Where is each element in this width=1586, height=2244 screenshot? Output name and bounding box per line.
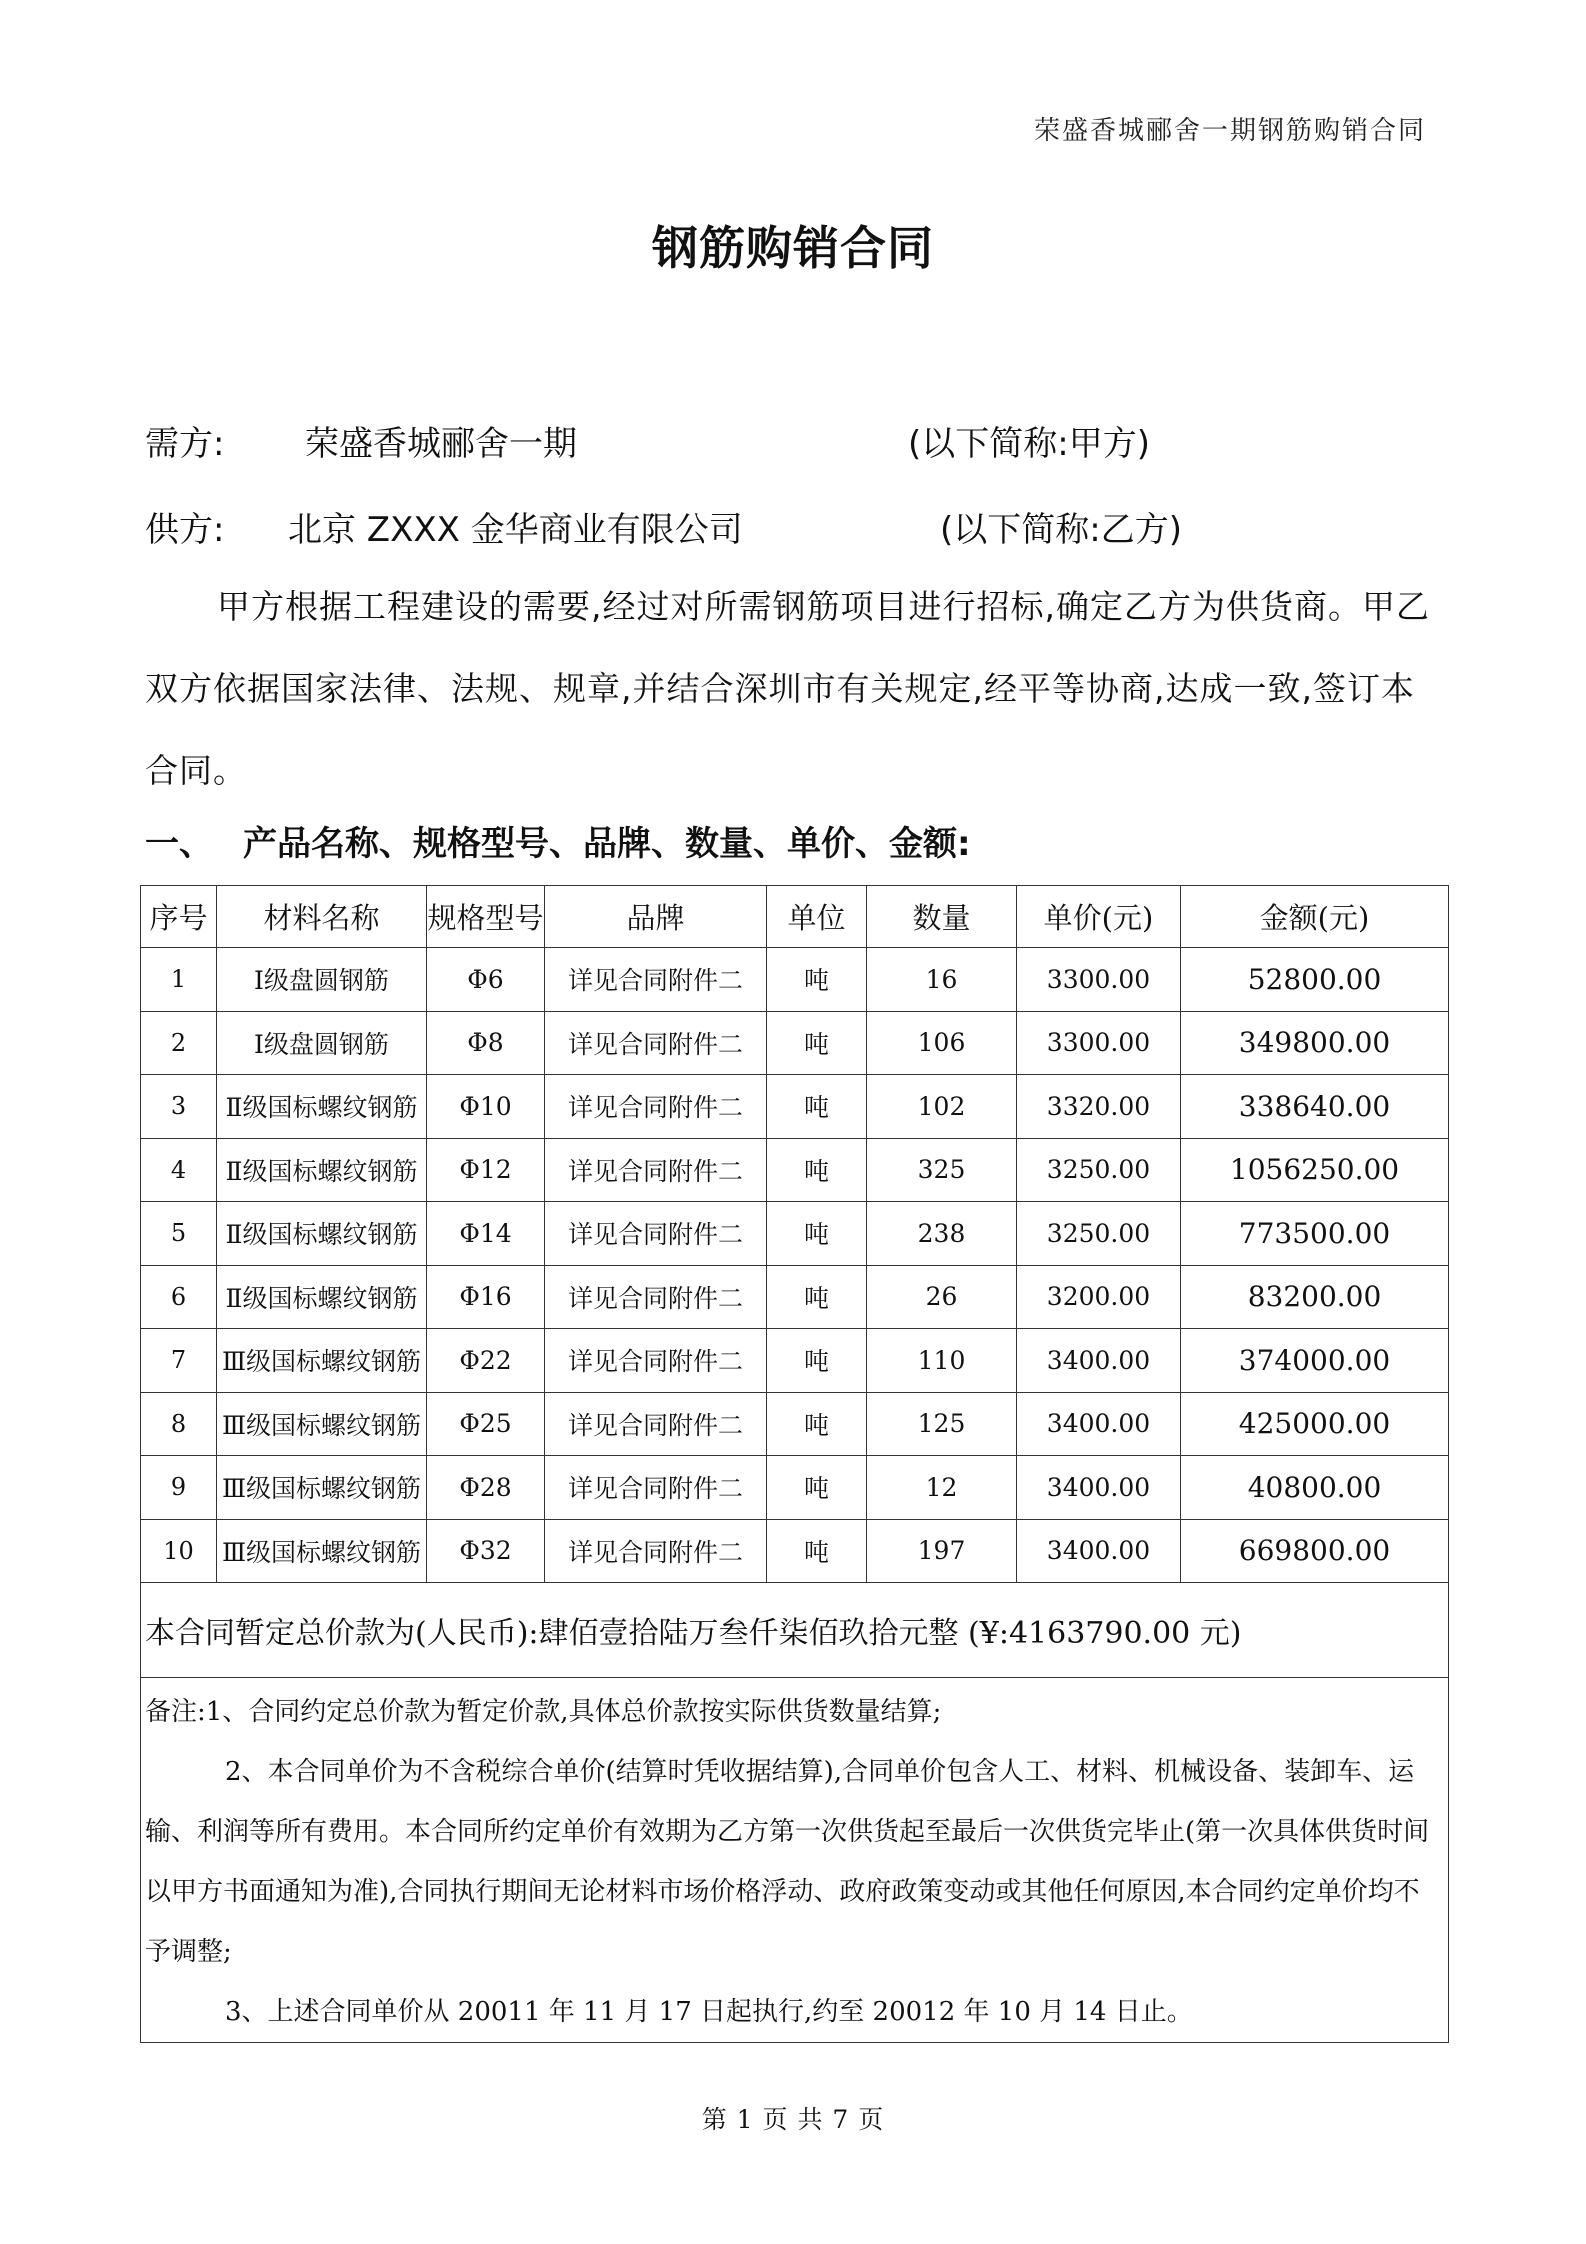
cell-quantity: 26 [867,1265,1017,1329]
cell-brand: 详见合同附件二 [545,1329,767,1393]
cell-spec: Φ14 [427,1202,545,1266]
cell-brand: 详见合同附件二 [545,1519,767,1583]
cell-brand: 详见合同附件二 [545,1456,767,1520]
seller-label: 供方: [145,510,225,550]
cell-row-index: 9 [141,1456,217,1520]
cell-unit: 吨 [767,1456,867,1520]
cell-unit: 吨 [767,1392,867,1456]
column-header: 序号 [141,886,217,948]
items-table [140,885,1449,2043]
cell-row-index: 2 [141,1011,217,1075]
seller-name: 北京 ZXXX 金华商业有限公司 [288,510,743,550]
buyer-abbrev: (以下简称:甲方) [908,424,1150,464]
cell-unit: 吨 [767,1011,867,1075]
cell-quantity: 125 [867,1392,1017,1456]
buyer-name: 荣盛香城郦舍一期 [305,424,577,464]
table-row [141,1456,1449,1520]
table-header-row [141,886,1449,948]
total-amount: 本合同暂定总价款为(人民币):肆佰壹拾陆万叁仟柒佰玖拾元整 (¥:4163790.00 元) [141,1583,1449,1678]
table-row [141,1519,1449,1583]
cell-material-name: Ⅲ级国标螺纹钢筋 [217,1392,427,1456]
cell-unit-price: 3400.00 [1017,1519,1181,1583]
cell-material-name: Ⅱ级国标螺纹钢筋 [217,1138,427,1202]
cell-spec: Φ6 [427,948,545,1012]
page-number: 第 1 页 共 7 页 [701,2105,885,2134]
column-header: 品牌 [545,886,767,948]
cell-unit-price: 3320.00 [1017,1075,1181,1139]
cell-unit-price: 3300.00 [1017,1011,1181,1075]
cell-unit: 吨 [767,1265,867,1329]
cell-unit-price: 3400.00 [1017,1392,1181,1456]
cell-unit-price: 3250.00 [1017,1138,1181,1202]
cell-amount: 1056250.00 [1181,1138,1449,1202]
cell-spec: Φ28 [427,1456,545,1520]
cell-spec: Φ10 [427,1075,545,1139]
cell-amount: 374000.00 [1181,1329,1449,1393]
buyer-label: 需方: [145,424,225,464]
table-row [141,1202,1449,1266]
note-2: 2、本合同单价为不含税综合单价(结算时凭收据结算),合同单价包含人工、材料、机械设备、装卸车、运输、利润等所有费用。本合同所约定单价有效期为乙方第一次供货起至最后一次供货完毕止(第一次具体供货时间以甲方书面通知为准),合同执行期间无论材料市场价格浮动、政府政策变动或其他任何原因,本合同约定单价均不予调整; [145,1757,1430,1967]
cell-brand: 详见合同附件二 [545,1392,767,1456]
column-header: 规格型号 [427,886,545,948]
cell-spec: Φ32 [427,1519,545,1583]
note-1: 备注:1、合同约定总价款为暂定价款,具体总价款按实际供货数量结算; [145,1697,942,1727]
notes-row [141,1678,1449,2043]
cell-spec: Φ12 [427,1138,545,1202]
cell-unit: 吨 [767,1202,867,1266]
column-header: 材料名称 [217,886,427,948]
cell-quantity: 197 [867,1519,1017,1583]
cell-row-index: 6 [141,1265,217,1329]
intro-paragraph: 甲方根据工程建设的需要,经过对所需钢筋项目进行招标,确定乙方为供货商。甲乙双方依据国家法律、法规、规章,并结合深圳市有关规定,经平等协商,达成一致,签订本合同。 [145,587,1430,790]
cell-amount: 52800.00 [1181,948,1449,1012]
cell-brand: 详见合同附件二 [545,1011,767,1075]
cell-amount: 83200.00 [1181,1265,1449,1329]
cell-material-name: Ⅰ级盘圆钢筋 [217,1011,427,1075]
cell-row-index: 7 [141,1329,217,1393]
cell-brand: 详见合同附件二 [545,948,767,1012]
cell-quantity: 102 [867,1075,1017,1139]
cell-amount: 349800.00 [1181,1011,1449,1075]
cell-quantity: 238 [867,1202,1017,1266]
cell-unit-price: 3300.00 [1017,948,1181,1012]
cell-brand: 详见合同附件二 [545,1265,767,1329]
table-row [141,1329,1449,1393]
cell-row-index: 8 [141,1392,217,1456]
document-title: 钢筋购销合同 [652,221,934,275]
seller-abbrev: (以下简称:乙方) [940,510,1182,550]
cell-amount: 425000.00 [1181,1392,1449,1456]
note-3: 3、上述合同单价从 20011 年 11 月 17 日起执行,约至 20012 年 10 月 14 日止。 [225,1997,1193,2027]
cell-unit: 吨 [767,1519,867,1583]
cell-unit: 吨 [767,1075,867,1139]
cell-quantity: 12 [867,1456,1017,1520]
table-row [141,948,1449,1012]
cell-material-name: Ⅰ级盘圆钢筋 [217,948,427,1012]
cell-unit: 吨 [767,948,867,1012]
cell-material-name: Ⅱ级国标螺纹钢筋 [217,1202,427,1266]
cell-brand: 详见合同附件二 [545,1075,767,1139]
cell-quantity: 325 [867,1138,1017,1202]
cell-material-name: Ⅱ级国标螺纹钢筋 [217,1265,427,1329]
cell-quantity: 110 [867,1329,1017,1393]
cell-unit-price: 3250.00 [1017,1202,1181,1266]
cell-unit-price: 3200.00 [1017,1265,1181,1329]
cell-amount: 669800.00 [1181,1519,1449,1583]
cell-row-index: 5 [141,1202,217,1266]
column-header: 单价(元) [1017,886,1181,948]
section-heading [145,816,971,865]
section-title: 产品名称、规格型号、品牌、数量、单价、金额: [243,824,971,864]
cell-material-name: Ⅲ级国标螺纹钢筋 [217,1519,427,1583]
table-row [141,1011,1449,1075]
total-row [141,1583,1449,1678]
cell-unit: 吨 [767,1329,867,1393]
cell-quantity: 16 [867,948,1017,1012]
cell-row-index: 10 [141,1519,217,1583]
cell-brand: 详见合同附件二 [545,1138,767,1202]
cell-spec: Φ8 [427,1011,545,1075]
cell-brand: 详见合同附件二 [545,1202,767,1266]
cell-amount: 773500.00 [1181,1202,1449,1266]
cell-spec: Φ22 [427,1329,545,1393]
cell-row-index: 4 [141,1138,217,1202]
table-row [141,1265,1449,1329]
running-header: 荣盛香城郦舍一期钢筋购销合同 [1033,116,1426,146]
cell-material-name: Ⅲ级国标螺纹钢筋 [217,1329,427,1393]
table-row [141,1392,1449,1456]
cell-material-name: Ⅱ级国标螺纹钢筋 [217,1075,427,1139]
column-header: 金额(元) [1181,886,1449,948]
column-header: 数量 [867,886,1017,948]
notes-cell [141,1678,1449,2043]
cell-material-name: Ⅲ级国标螺纹钢筋 [217,1456,427,1520]
cell-unit: 吨 [767,1138,867,1202]
cell-amount: 338640.00 [1181,1075,1449,1139]
cell-spec: Φ25 [427,1392,545,1456]
cell-amount: 40800.00 [1181,1456,1449,1520]
cell-row-index: 1 [141,948,217,1012]
cell-spec: Φ16 [427,1265,545,1329]
cell-unit-price: 3400.00 [1017,1456,1181,1520]
cell-quantity: 106 [867,1011,1017,1075]
section-number: 一、 [145,824,213,864]
column-header: 单位 [767,886,867,948]
table-row [141,1138,1449,1202]
cell-row-index: 3 [141,1075,217,1139]
table-row [141,1075,1449,1139]
cell-unit-price: 3400.00 [1017,1329,1181,1393]
